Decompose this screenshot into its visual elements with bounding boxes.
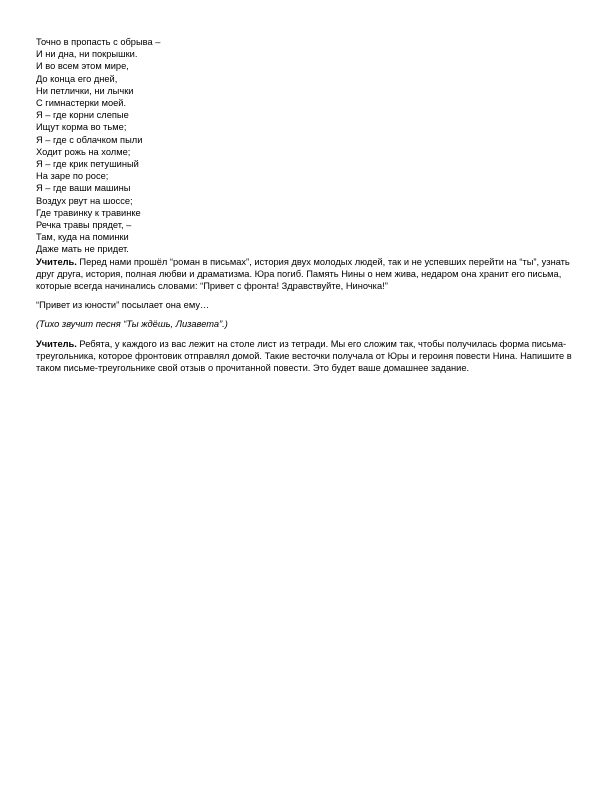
poem-line: Ходит рожь на холме; (36, 146, 131, 157)
poem-line: Ищут корма во тьме; (36, 122, 127, 133)
poem-line: Я – где ваши машины (36, 183, 131, 194)
speaker-label: Учитель. (36, 256, 77, 267)
poem-line: Ни петлички, ни лычки (36, 85, 134, 96)
poem-line: И ни дна, ни покрышки. (36, 49, 138, 60)
poem-line: Даже мать не придет. (36, 244, 129, 255)
poem-line: Воздух рвут на шоссе; (36, 195, 133, 206)
poem-line: На заре по росе; (36, 171, 109, 182)
poem-line: С гимнастерки моей. (36, 98, 127, 109)
poem-line: Где травинку к травинке (36, 207, 141, 218)
paragraph-text: Перед нами прошёл “роман в письмах”, история двух молодых людей, так и не успевших перейти на “ты”, узнать друг друга, история, полная любви и драматизма. Юра погиб. Память Нины о нем жива, недаром она хранит его письма, которые всегда начинались словами: “Привет с фронта! Здравствуйте, Ниночка!” (36, 256, 570, 292)
poem-line: Я – где с облачком пыли (36, 134, 143, 145)
poem-line: Я – где крик петушиный (36, 159, 139, 170)
paragraph-text: Ребята, у каждого из вас лежит на столе лист из тетради. Мы его сложим так, чтобы получилась форма письма-треугольника, которое фронтовик отправлял домой. Такие весточки получала от Юры и героиня повести Нина. Напишите в таком письме-треугольнике свой отзыв о прочитанной повести. Это будет ваше домашнее задание. (36, 338, 572, 374)
poem-line: Точно в пропасть с обрыва – (36, 37, 161, 47)
poem-line: До конца его дней, (36, 73, 118, 84)
narrative-paragraph: “Привет из юности” посылает она ему… (36, 300, 210, 311)
speaker-label: Учитель. (36, 338, 77, 349)
teacher-paragraph (36, 256, 576, 293)
document-body (36, 36, 576, 374)
teacher-paragraph (36, 338, 576, 375)
poem-line: Я – где корни слепые (36, 110, 129, 121)
poem-line: Там, куда на поминки (36, 232, 129, 243)
poem (36, 36, 576, 256)
poem-line: Речка травы прядет, – (36, 220, 132, 231)
stage-direction: (Тихо звучит песня “Ты ждёшь, Лизавета”.) (36, 319, 228, 330)
poem-line: И во всем этом мире, (36, 61, 129, 72)
